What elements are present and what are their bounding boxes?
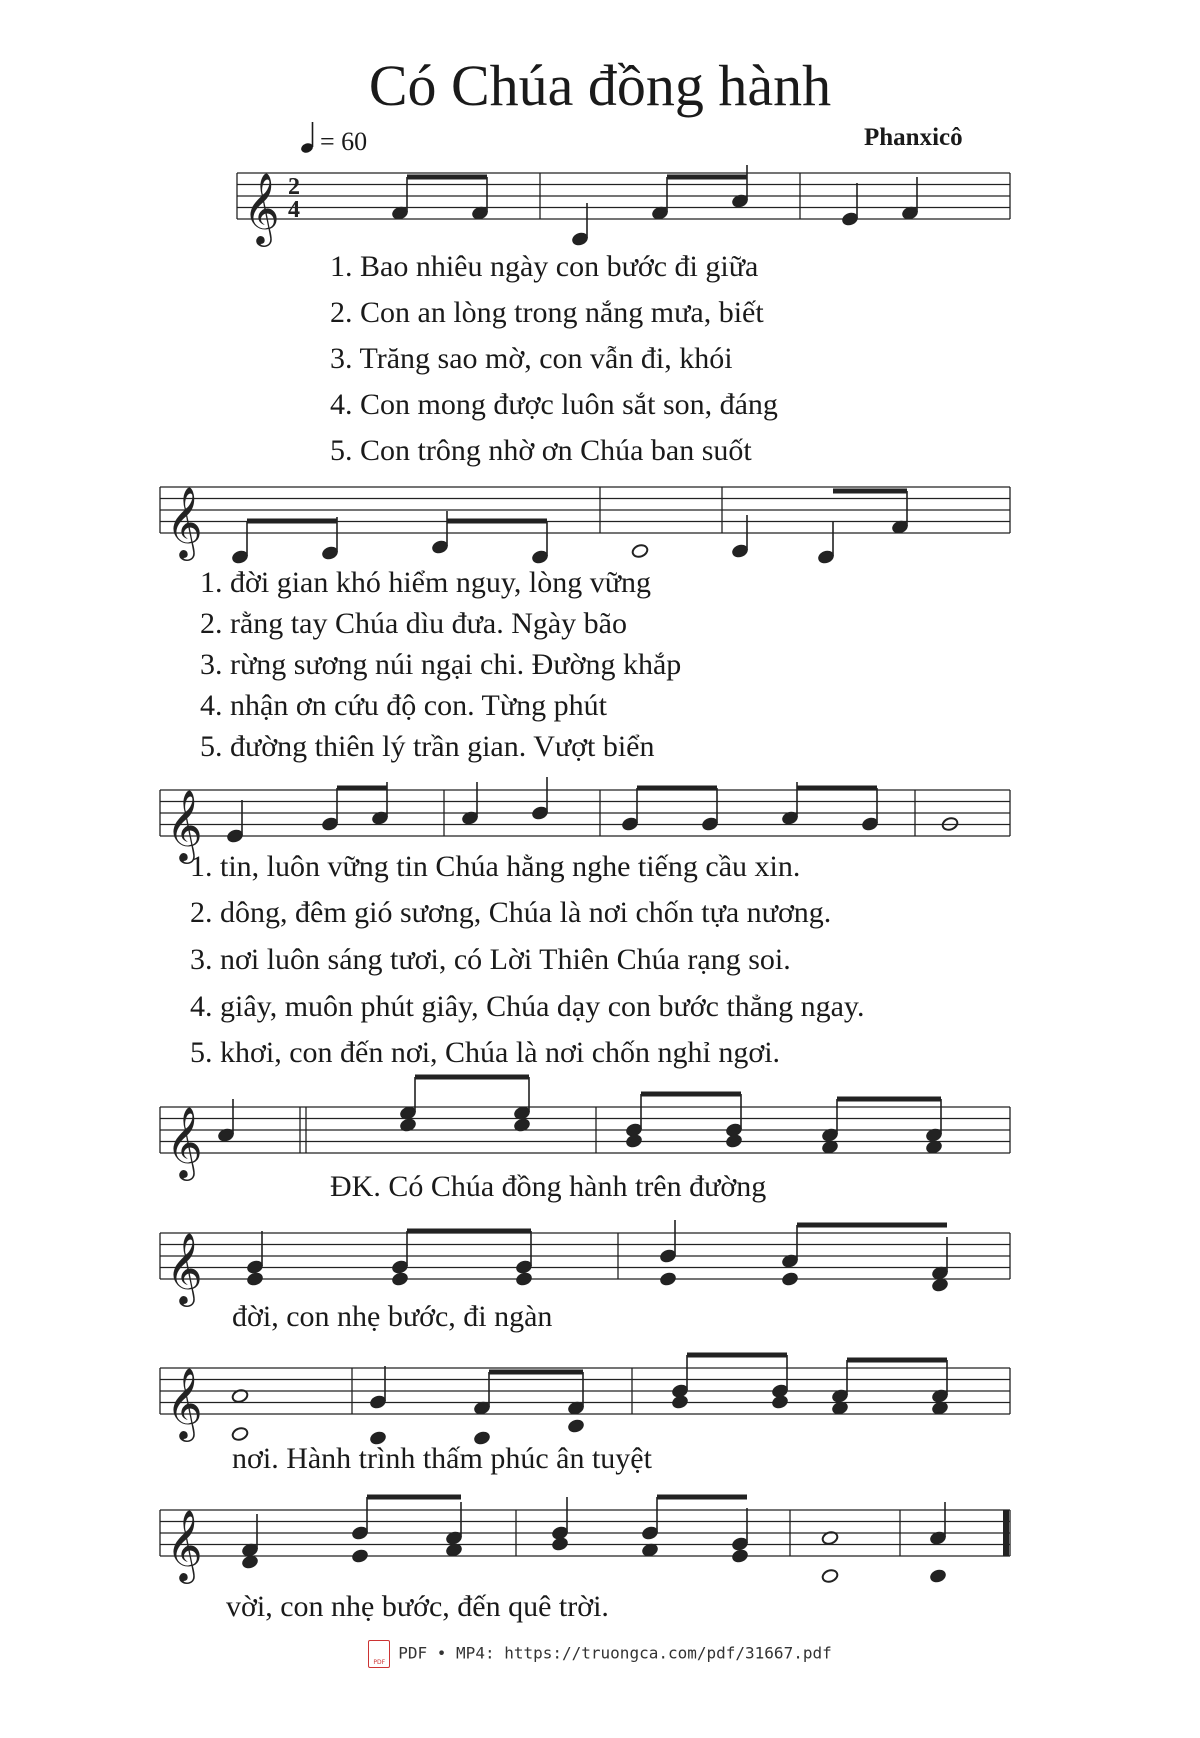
- lyric-line: 4. giây, muôn phút giây, Chúa dạy con bước thẳng ngay.: [190, 990, 865, 1023]
- refrain-line: đời, con nhẹ bước, đi ngàn: [232, 1300, 553, 1333]
- note-head: [246, 1271, 264, 1286]
- note-head: [781, 1271, 799, 1286]
- footer-link[interactable]: PDF • MP4: https://truongca.com/pdf/31667.pdf: [398, 1643, 832, 1663]
- lyric-line: 1. đời gian khó hiểm nguy, lòng vững: [200, 566, 651, 599]
- time-signature-top: 2: [288, 174, 300, 200]
- note-head: [929, 1568, 947, 1583]
- song-title: Có Chúa đồng hành: [368, 53, 832, 118]
- refrain-line: vời, con nhẹ bước, đến quê trời.: [226, 1590, 609, 1623]
- lyric-line: 3. rừng sương núi ngại chi. Đường khắp: [200, 648, 682, 681]
- composer: Phanxicô: [864, 124, 963, 151]
- refrain-line: ĐK. Có Chúa đồng hành trên đường: [330, 1170, 767, 1203]
- note-head: [771, 1394, 789, 1409]
- note-head: [391, 1271, 409, 1286]
- refrain-line: nơi. Hành trình thấm phúc ân tuyệt: [232, 1442, 652, 1475]
- note-head: [515, 1271, 533, 1286]
- note-head: [821, 1568, 839, 1583]
- lyric-line: 5. khơi, con đến nơi, Chúa là nơi chốn nghỉ ngơi.: [190, 1036, 781, 1069]
- note-head: [567, 1418, 585, 1433]
- note-head: [351, 1548, 369, 1563]
- treble-clef-icon: 𝄞: [166, 485, 203, 558]
- note-head: [731, 1548, 749, 1563]
- lyric-line: 2. rằng tay Chúa dìu đưa. Ngày bão: [200, 607, 627, 640]
- tempo-value: = 60: [320, 127, 368, 156]
- lyric-line: 4. nhận ơn cứu độ con. Từng phút: [200, 689, 607, 722]
- footer[interactable]: [0, 1640, 1200, 1668]
- note-head: [659, 1271, 677, 1286]
- lyric-line: 4. Con mong được luôn sắt son, đáng: [330, 388, 778, 421]
- treble-clef-icon: 𝄞: [166, 1231, 203, 1304]
- lyric-line: 3. Trăng sao mờ, con vẫn đi, khói: [330, 342, 733, 375]
- note-head: [671, 1394, 689, 1409]
- lyric-line: 2. dông, đêm gió sương, Chúa là nơi chốn tựa nương.: [190, 896, 832, 929]
- lyric-line: 2. Con an lòng trong nắng mưa, biết: [330, 296, 764, 329]
- lyric-line: 1. tin, luôn vững tin Chúa hằng nghe tiếng cầu xin.: [190, 850, 801, 883]
- lyric-line: 3. nơi luôn sáng tươi, có Lời Thiên Chúa rạng soi.: [190, 943, 791, 976]
- treble-clef-icon: 𝄞: [166, 788, 203, 861]
- pdf-file-icon: [368, 1640, 390, 1668]
- treble-clef-icon: 𝄞: [166, 1366, 203, 1439]
- lyric-line: 1. Bao nhiêu ngày con bước đi giữa: [330, 250, 759, 283]
- note-head: [231, 1426, 249, 1441]
- time-signature-bottom: 4: [288, 197, 300, 223]
- treble-clef-icon: 𝄞: [166, 1105, 203, 1178]
- note-head: [631, 543, 649, 558]
- treble-clef-icon: 𝄞: [166, 1508, 203, 1581]
- lyric-line: 5. Con trông nhờ ơn Chúa ban suốt: [330, 434, 752, 467]
- note-head: [625, 1133, 643, 1148]
- note-head: [551, 1536, 569, 1551]
- note-head: [725, 1133, 743, 1148]
- lyric-line: 5. đường thiên lý trần gian. Vượt biển: [200, 730, 655, 763]
- treble-clef-icon: 𝄞: [243, 171, 280, 244]
